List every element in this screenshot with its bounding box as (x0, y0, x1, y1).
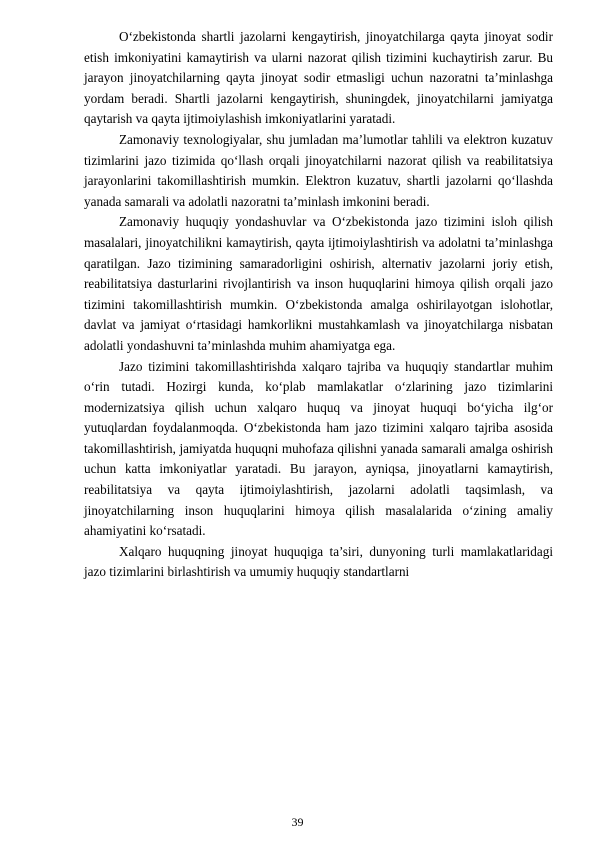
paragraph: O‘zbekistonda shartli jazolarni kengaytirish, jinoyatchilarga qayta jinoyat sodir etish imkoniyatini kamaytirish va ularni nazorat qilish tizimini kuchaytirish zarur. Bu jarayon jinoyatchilarning qayta jinoyat sodir etmasligi uchun nazoratni ta’minlashga yordam beradi. Shartli jazolarni kengaytirish, shuningdek, jinoyatchilarni jamiyatga qaytarish va qayta ijtimoiylashish imkoniyatlarini yaratadi. (84, 29, 553, 127)
body-text (84, 27, 553, 583)
paragraph: Zamonaviy texnologiyalar, shu jumladan ma’lumotlar tahlili va elektron kuzatuv tizimlarini jazo tizimida qo‘llash orqali jinoyatchilarni nazorat qilish va reabilitatsiya jarayonlarini takomillashtirish mumkin. Elektron kuzatuv, shartli jazolarni qo‘llashda yanada samarali va adolatli nazoratni ta’minlash imkonini beradi. (84, 131, 553, 209)
paragraph: Zamonaviy huquqiy yondashuvlar va O‘zbekistonda jazo tizimini isloh qilish masalalari, jinoyatchilikni kamaytirish, qayta ijtimoiylashtirish va adolatni ta’minlashga qaratilgan. Jazo tizimining samaradorligini oshirish, alternativ jazolarni joriy etish, reabilitatsiya dasturlarini rivojlantirish va inson huquqlarini himoya qilish orqali jazo tizimini takomillashtirish mumkin. O‘zbekistonda amalga oshirilayotgan islohotlar, davlat va jamiyat o‘rtasidagi hamkorlikni mustahkamlash va jinoyatchilarga nisbatan adolatli yondashuvni ta’minlashda muhim ahamiyatga ega. (84, 214, 553, 353)
page-number: 39 (291, 815, 304, 829)
paragraph: Xalqaro huquqning jinoyat huquqiga ta’siri, dunyoning turli mamlakatlaridagi jazo tizimlarini birlashtirish va umumiy huquqiy standartlarni (84, 543, 553, 580)
paragraph: Jazo tizimini takomillashtirishda xalqaro tajriba va huquqiy standartlar muhim o‘rin tutadi. Hozirgi kunda, ko‘plab mamlakatlar o‘zlarining jazo tizimlarini modernizatsiya qilish uchun xalqaro huquq va jinoyat huquqi bo‘yicha ilg‘or yutuqlardan foydalanmoqda. O‘zbekistonda ham jazo tizimini xalqaro tajriba asosida takomillashtirish, jamiyatda huquqni muhofaza qilishni yanada samarali amalga oshirish uchun katta imkoniyatlar yaratadi. Bu jarayon, ayniqsa, jinoyatlarni kamaytirish, reabilitatsiya va qayta ijtimoiylashtirish, jazolarni adolatli taqsimlash, va jinoyatchilarning inson huquqlarini himoya qilish masalalarida o‘zining amaliy ahamiyatini ko‘rsatadi. (84, 358, 553, 539)
